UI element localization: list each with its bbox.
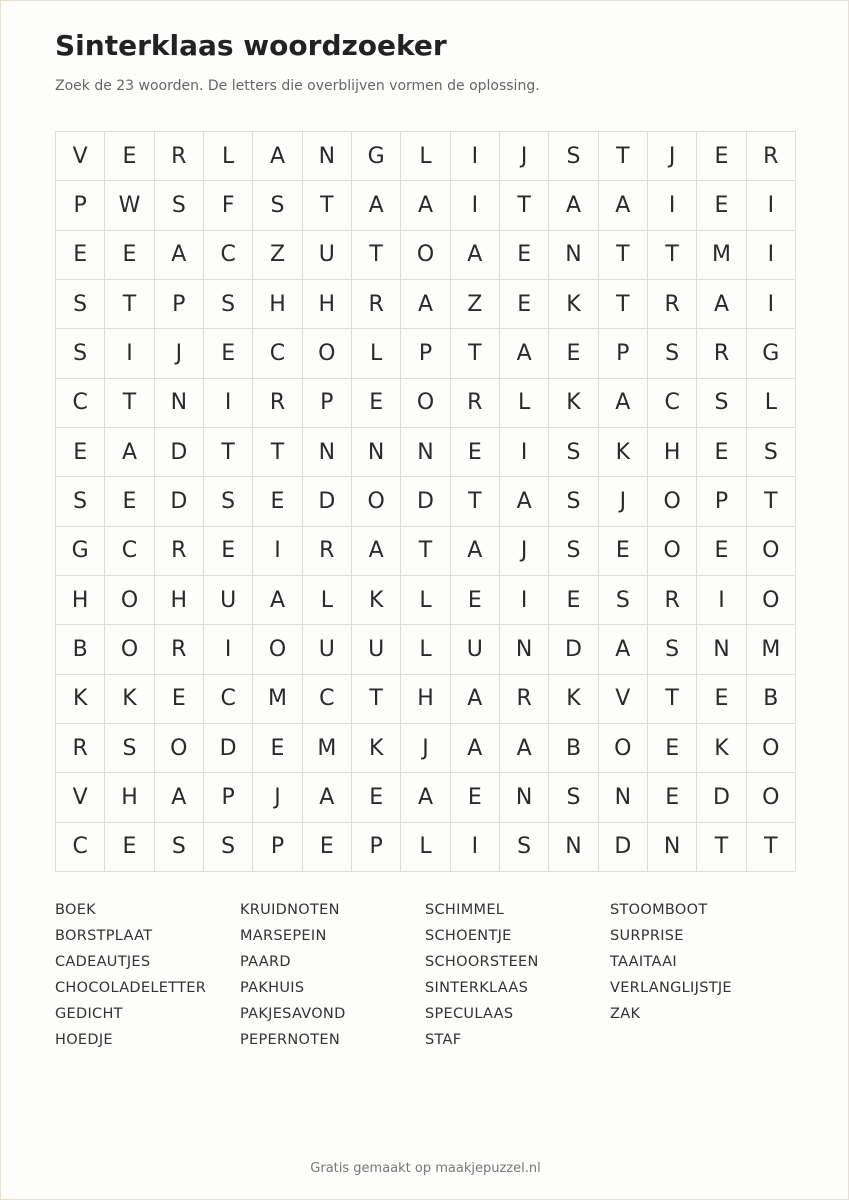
grid-cell[interactable]: R <box>56 724 105 773</box>
grid-cell[interactable]: S <box>648 625 697 674</box>
grid-cell[interactable]: N <box>155 379 204 428</box>
grid-cell[interactable]: O <box>747 576 796 625</box>
grid-cell[interactable]: H <box>56 576 105 625</box>
grid-cell[interactable]: A <box>253 132 302 181</box>
grid-cell[interactable]: A <box>599 625 648 674</box>
word-list-item: BORSTPLAAT <box>55 928 153 944</box>
grid-cell[interactable]: L <box>401 625 450 674</box>
grid-cell[interactable]: R <box>747 132 796 181</box>
grid-cell[interactable]: E <box>204 527 253 576</box>
word-list-item: PAKJESAVOND <box>240 1006 346 1022</box>
grid-cell[interactable]: L <box>352 329 401 378</box>
grid-cell[interactable]: T <box>697 823 746 872</box>
grid-cell[interactable]: I <box>253 527 302 576</box>
grid-cell[interactable]: E <box>352 773 401 822</box>
grid-cell[interactable]: H <box>401 675 450 724</box>
grid-cell[interactable]: E <box>697 527 746 576</box>
grid-cell[interactable]: R <box>155 527 204 576</box>
grid-cell[interactable]: J <box>401 724 450 773</box>
grid-cell[interactable]: S <box>599 576 648 625</box>
grid-cell[interactable]: V <box>599 675 648 724</box>
grid-cell[interactable]: A <box>303 773 352 822</box>
grid-cell[interactable]: R <box>352 280 401 329</box>
grid-cell[interactable]: E <box>697 675 746 724</box>
grid-cell[interactable]: G <box>352 132 401 181</box>
grid-cell[interactable]: E <box>500 231 549 280</box>
grid-cell[interactable]: V <box>56 132 105 181</box>
grid-cell[interactable]: E <box>155 675 204 724</box>
grid-cell[interactable]: A <box>352 527 401 576</box>
grid-cell[interactable]: R <box>451 379 500 428</box>
grid-cell[interactable]: S <box>56 280 105 329</box>
grid-cell[interactable]: T <box>599 231 648 280</box>
grid-cell[interactable]: C <box>648 379 697 428</box>
grid-cell[interactable]: J <box>599 477 648 526</box>
grid-cell[interactable]: O <box>747 773 796 822</box>
grid-cell[interactable]: E <box>204 329 253 378</box>
grid-cell[interactable]: N <box>303 132 352 181</box>
grid-cell[interactable]: O <box>352 477 401 526</box>
grid-cell[interactable]: R <box>303 527 352 576</box>
word-list-item: VERLANGLIJSTJE <box>610 980 732 996</box>
grid-cell[interactable]: E <box>253 724 302 773</box>
grid-cell[interactable]: O <box>303 329 352 378</box>
grid-cell[interactable]: A <box>697 280 746 329</box>
grid-cell[interactable]: A <box>155 231 204 280</box>
word-list-item: CADEAUTJES <box>55 954 151 970</box>
grid-cell[interactable]: A <box>352 181 401 230</box>
grid-cell[interactable]: I <box>451 132 500 181</box>
grid-cell[interactable]: S <box>155 823 204 872</box>
grid-cell[interactable]: O <box>648 477 697 526</box>
word-list-item: SURPRISE <box>610 928 684 944</box>
grid-cell[interactable]: K <box>352 576 401 625</box>
grid-cell[interactable]: U <box>303 231 352 280</box>
grid-cell[interactable]: O <box>105 576 154 625</box>
grid-cell[interactable]: N <box>549 231 598 280</box>
grid-cell[interactable]: T <box>253 428 302 477</box>
grid-cell[interactable]: A <box>401 773 450 822</box>
grid-cell[interactable]: K <box>352 724 401 773</box>
word-list-item: SPECULAAS <box>425 1006 514 1022</box>
grid-cell[interactable]: O <box>648 527 697 576</box>
grid-cell[interactable]: Z <box>253 231 302 280</box>
grid-cell[interactable]: N <box>352 428 401 477</box>
grid-cell[interactable]: I <box>500 428 549 477</box>
grid-cell[interactable]: Z <box>451 280 500 329</box>
grid-cell[interactable]: T <box>204 428 253 477</box>
grid-cell[interactable]: H <box>105 773 154 822</box>
grid-cell[interactable]: I <box>204 379 253 428</box>
grid-cell[interactable]: P <box>599 329 648 378</box>
grid-cell[interactable]: I <box>747 280 796 329</box>
word-list-item: SCHOENTJE <box>425 928 512 944</box>
grid-cell[interactable]: T <box>500 181 549 230</box>
grid-cell[interactable]: C <box>303 675 352 724</box>
grid-cell[interactable]: S <box>549 527 598 576</box>
grid-cell[interactable]: P <box>56 181 105 230</box>
word-list-item: CHOCOLADELETTER <box>55 980 207 996</box>
grid-cell[interactable]: I <box>451 823 500 872</box>
grid-cell[interactable]: L <box>204 132 253 181</box>
grid-cell[interactable]: S <box>549 773 598 822</box>
grid-cell[interactable]: R <box>253 379 302 428</box>
grid-cell[interactable]: H <box>648 428 697 477</box>
grid-cell[interactable]: E <box>105 477 154 526</box>
word-list-item: SINTERKLAAS <box>425 980 529 996</box>
grid-cell[interactable]: E <box>549 329 598 378</box>
grid-cell[interactable]: W <box>105 181 154 230</box>
letter-grid <box>55 131 796 872</box>
grid-cell[interactable]: M <box>303 724 352 773</box>
grid-cell[interactable]: K <box>105 675 154 724</box>
grid-cell[interactable]: D <box>401 477 450 526</box>
grid-cell[interactable]: B <box>56 625 105 674</box>
grid-cell[interactable]: T <box>303 181 352 230</box>
grid-cell[interactable]: O <box>105 625 154 674</box>
grid-cell[interactable]: E <box>697 181 746 230</box>
grid-cell[interactable]: U <box>451 625 500 674</box>
grid-cell[interactable]: J <box>155 329 204 378</box>
puzzle-title: Sinterklaas woordzoeker <box>55 29 447 62</box>
grid-cell[interactable]: D <box>697 773 746 822</box>
grid-cell[interactable]: I <box>204 625 253 674</box>
word-list-item: STAF <box>425 1032 462 1048</box>
grid-cell[interactable]: P <box>352 823 401 872</box>
grid-cell[interactable]: I <box>747 181 796 230</box>
grid-cell[interactable]: S <box>253 181 302 230</box>
grid-cell[interactable]: K <box>549 280 598 329</box>
grid-cell[interactable]: N <box>697 625 746 674</box>
word-list-item: PAKHUIS <box>240 980 305 996</box>
grid-cell[interactable]: S <box>747 428 796 477</box>
grid-cell[interactable]: T <box>401 527 450 576</box>
grid-cell[interactable]: T <box>747 477 796 526</box>
grid-cell[interactable]: A <box>500 477 549 526</box>
grid-cell[interactable]: P <box>697 477 746 526</box>
grid-cell[interactable]: N <box>648 823 697 872</box>
grid-cell[interactable]: L <box>747 379 796 428</box>
footer-credit: Gratis gemaakt op maakjepuzzel.nl <box>310 1161 541 1176</box>
grid-cell[interactable]: L <box>500 379 549 428</box>
grid-cell[interactable]: N <box>500 625 549 674</box>
word-list-item: ZAK <box>610 1006 641 1022</box>
grid-cell[interactable]: U <box>204 576 253 625</box>
grid-cell[interactable]: T <box>599 280 648 329</box>
grid-cell[interactable]: A <box>549 181 598 230</box>
grid-cell[interactable]: T <box>451 329 500 378</box>
grid-cell[interactable]: D <box>303 477 352 526</box>
grid-cell[interactable]: M <box>747 625 796 674</box>
grid-cell[interactable]: O <box>401 231 450 280</box>
word-list <box>55 900 815 1056</box>
grid-cell[interactable]: A <box>599 379 648 428</box>
grid-cell[interactable]: A <box>451 231 500 280</box>
grid-cell[interactable]: T <box>352 231 401 280</box>
grid-cell[interactable]: F <box>204 181 253 230</box>
grid-cell[interactable]: S <box>204 823 253 872</box>
grid-cell[interactable]: J <box>648 132 697 181</box>
grid-cell[interactable]: O <box>747 724 796 773</box>
grid-cell[interactable]: I <box>697 576 746 625</box>
grid-cell[interactable]: A <box>599 181 648 230</box>
grid-cell[interactable]: S <box>56 477 105 526</box>
grid-cell[interactable]: I <box>451 181 500 230</box>
word-list-item: GEDICHT <box>55 1006 123 1022</box>
puzzle-instructions: Zoek de 23 woorden. De letters die overblijven vormen de oplossing. <box>55 78 540 94</box>
grid-cell[interactable]: A <box>401 181 450 230</box>
grid-cell[interactable]: E <box>599 527 648 576</box>
grid-cell[interactable]: E <box>352 379 401 428</box>
word-list-item: SCHOORSTEEN <box>425 954 539 970</box>
grid-cell[interactable]: K <box>697 724 746 773</box>
word-list-item: SCHIMMEL <box>425 902 505 918</box>
grid-cell[interactable]: U <box>352 625 401 674</box>
word-list-item: BOEK <box>55 902 96 918</box>
grid-cell[interactable]: P <box>401 329 450 378</box>
grid-cell[interactable]: A <box>451 675 500 724</box>
grid-cell[interactable]: T <box>747 823 796 872</box>
grid-cell[interactable]: N <box>549 823 598 872</box>
grid-cell[interactable]: G <box>56 527 105 576</box>
grid-cell[interactable]: T <box>599 132 648 181</box>
grid-cell[interactable]: A <box>155 773 204 822</box>
grid-cell[interactable]: P <box>253 823 302 872</box>
grid-cell[interactable]: S <box>204 280 253 329</box>
grid-cell[interactable]: T <box>105 280 154 329</box>
grid-cell[interactable]: S <box>648 329 697 378</box>
grid-cell[interactable]: I <box>648 181 697 230</box>
grid-cell[interactable]: R <box>697 329 746 378</box>
grid-cell[interactable]: N <box>599 773 648 822</box>
grid-cell[interactable]: A <box>451 724 500 773</box>
grid-cell[interactable]: B <box>747 675 796 724</box>
grid-cell[interactable]: E <box>253 477 302 526</box>
grid-cell[interactable]: U <box>303 625 352 674</box>
grid-cell[interactable]: T <box>105 379 154 428</box>
grid-cell[interactable]: T <box>648 675 697 724</box>
grid-cell[interactable]: D <box>599 823 648 872</box>
grid-cell[interactable]: K <box>549 379 598 428</box>
grid-cell[interactable]: E <box>105 231 154 280</box>
grid-cell[interactable]: R <box>648 280 697 329</box>
grid-cell[interactable]: S <box>500 823 549 872</box>
grid-cell[interactable]: E <box>451 773 500 822</box>
grid-cell[interactable]: S <box>56 329 105 378</box>
grid-cell[interactable]: P <box>303 379 352 428</box>
word-list-item: PEPERNOTEN <box>240 1032 341 1048</box>
grid-cell[interactable]: G <box>747 329 796 378</box>
word-list-item: PAARD <box>240 954 291 970</box>
grid-cell[interactable]: E <box>648 724 697 773</box>
grid-cell[interactable]: A <box>401 280 450 329</box>
grid-cell[interactable]: S <box>155 181 204 230</box>
grid-cell[interactable]: D <box>549 625 598 674</box>
grid-cell[interactable]: N <box>303 428 352 477</box>
word-list-item: MARSEPEIN <box>240 928 327 944</box>
grid-cell[interactable]: N <box>401 428 450 477</box>
grid-cell[interactable]: E <box>500 280 549 329</box>
grid-cell[interactable]: S <box>204 477 253 526</box>
grid-cell[interactable]: J <box>253 773 302 822</box>
grid-cell[interactable]: R <box>500 675 549 724</box>
grid-cell[interactable]: I <box>105 329 154 378</box>
grid-cell[interactable]: J <box>500 132 549 181</box>
grid-cell[interactable]: A <box>253 576 302 625</box>
grid-cell[interactable]: C <box>204 231 253 280</box>
grid-cell[interactable]: P <box>155 280 204 329</box>
grid-cell[interactable]: L <box>401 823 450 872</box>
grid-cell[interactable]: L <box>401 132 450 181</box>
grid-cell[interactable]: K <box>549 675 598 724</box>
word-list-item: KRUIDNOTEN <box>240 902 340 918</box>
grid-cell[interactable]: E <box>451 576 500 625</box>
grid-cell[interactable]: A <box>500 724 549 773</box>
grid-cell[interactable]: K <box>56 675 105 724</box>
grid-cell[interactable]: C <box>253 329 302 378</box>
grid-cell[interactable]: S <box>549 477 598 526</box>
grid-cell[interactable]: J <box>500 527 549 576</box>
grid-cell[interactable]: T <box>648 231 697 280</box>
grid-cell[interactable]: E <box>56 428 105 477</box>
grid-cell[interactable]: P <box>204 773 253 822</box>
grid-cell[interactable]: V <box>56 773 105 822</box>
grid-cell[interactable]: C <box>56 379 105 428</box>
grid-cell[interactable]: E <box>648 773 697 822</box>
grid-cell[interactable]: K <box>599 428 648 477</box>
grid-cell[interactable]: S <box>549 428 598 477</box>
grid-cell[interactable]: D <box>155 428 204 477</box>
grid-cell[interactable]: E <box>105 132 154 181</box>
grid-cell[interactable]: H <box>253 280 302 329</box>
grid-cell[interactable]: S <box>697 379 746 428</box>
grid-cell[interactable]: B <box>549 724 598 773</box>
grid-cell[interactable]: E <box>451 428 500 477</box>
grid-cell[interactable]: S <box>105 724 154 773</box>
grid-cell[interactable]: I <box>500 576 549 625</box>
grid-cell[interactable]: T <box>352 675 401 724</box>
grid-cell[interactable]: S <box>549 132 598 181</box>
grid-cell[interactable]: M <box>253 675 302 724</box>
grid-cell[interactable]: R <box>648 576 697 625</box>
grid-cell[interactable]: E <box>697 132 746 181</box>
grid-cell[interactable]: A <box>105 428 154 477</box>
grid-cell[interactable]: O <box>253 625 302 674</box>
grid-cell[interactable]: C <box>56 823 105 872</box>
grid-cell[interactable]: E <box>56 231 105 280</box>
grid-cell[interactable]: E <box>549 576 598 625</box>
grid-cell[interactable]: A <box>451 527 500 576</box>
word-list-item: TAAITAAI <box>610 954 677 970</box>
word-list-item: STOOMBOOT <box>610 902 708 918</box>
grid-cell[interactable]: I <box>747 231 796 280</box>
grid-cell[interactable]: O <box>599 724 648 773</box>
grid-cell[interactable]: L <box>303 576 352 625</box>
grid-cell[interactable]: O <box>401 379 450 428</box>
grid-cell[interactable]: E <box>303 823 352 872</box>
grid-cell[interactable]: D <box>204 724 253 773</box>
grid-cell[interactable]: H <box>155 576 204 625</box>
grid-cell[interactable]: R <box>155 132 204 181</box>
grid-cell[interactable]: E <box>697 428 746 477</box>
grid-cell[interactable]: H <box>303 280 352 329</box>
grid-cell[interactable]: O <box>747 527 796 576</box>
grid-cell[interactable]: O <box>155 724 204 773</box>
grid-cell[interactable]: C <box>204 675 253 724</box>
grid-cell[interactable]: R <box>155 625 204 674</box>
grid-cell[interactable]: T <box>451 477 500 526</box>
grid-cell[interactable]: C <box>105 527 154 576</box>
grid-cell[interactable]: E <box>105 823 154 872</box>
grid-cell[interactable]: M <box>697 231 746 280</box>
word-list-item: HOEDJE <box>55 1032 113 1048</box>
grid-cell[interactable]: N <box>500 773 549 822</box>
grid-cell[interactable]: A <box>500 329 549 378</box>
grid-cell[interactable]: L <box>401 576 450 625</box>
grid-cell[interactable]: D <box>155 477 204 526</box>
